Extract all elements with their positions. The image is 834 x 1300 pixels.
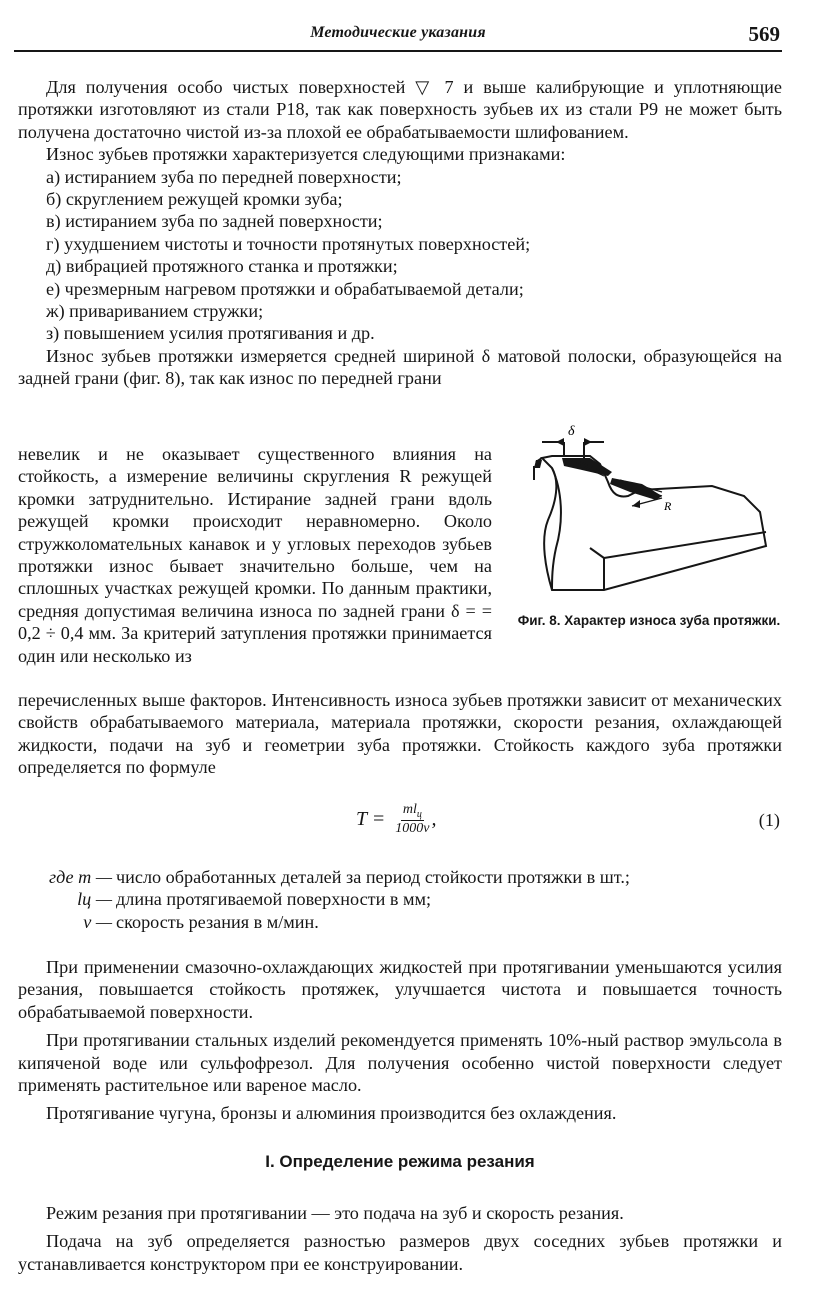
formula-numerator-text: ml bbox=[402, 802, 417, 817]
body-text-after-figure bbox=[18, 689, 782, 779]
list-item: е) чрезмерным нагревом протяжки и обрабатываемой детали; bbox=[46, 278, 524, 299]
list-item: б) скруглением режущей кромки зуба; bbox=[46, 189, 343, 210]
formula-row bbox=[18, 800, 782, 850]
paragraph-wear-signs: Износ зубьев протяжки характеризуется следующими признаками: bbox=[46, 144, 566, 165]
paragraph-wear-wrapped-text: невелик и не оказывает существенного влияния на стойкость, а измерение величины скругления R режущей кромки затруднительно. Истирание задней грани вдоль режущей кромки происходит неравномерно. Около стружколомательных канавок и у угловых переходов зубьев протяжки износ бывает значительно больше, чем на сплошных участках режущей кромки. По данным практики, средняя допустимая величина износа по задней грани δ = = 0,2 ÷ 0,4 мм. За критерий затупления протяжки принимается один или несколько из bbox=[18, 444, 492, 666]
paragraph-wear-measure: Износ зубьев протяжки измеряется средней шириной δ матовой полоски, образующейся на задней грани (фиг. 8), так как износ по передней грани bbox=[18, 345, 782, 389]
paragraph-steel: Для получения особо чистых поверхностей ▽ 7 и выше калибрующие и уплотняющие протяжки изготовляют из стали Р18, так как поверхность зубьев их из стали Р9 не может быть получена достаточно чистой из-за плохой ее обрабатываемости шлифованием. bbox=[18, 77, 782, 142]
figure-8 bbox=[512, 420, 786, 629]
definition-item bbox=[18, 888, 782, 910]
body-text-top bbox=[18, 76, 782, 390]
paragraph-feed: Подача на зуб определяется разностью размеров двух соседних зубьев протяжки и устанавливается конструктором при ее конструировании. bbox=[18, 1231, 782, 1274]
definition-symbol: v — bbox=[83, 911, 112, 932]
definition-text: длина протягиваемой поверхности в мм; bbox=[116, 889, 432, 910]
formula-lhs: T = bbox=[356, 807, 386, 830]
definition-text: скорость резания в м/мин. bbox=[116, 911, 319, 932]
wear-signs-list bbox=[18, 166, 782, 345]
equation-number: (1) bbox=[758, 810, 780, 830]
list-item: в) истиранием зуба по задней поверхности; bbox=[46, 211, 383, 232]
list-item: а) истиранием зуба по передней поверхности; bbox=[46, 166, 402, 187]
paragraph-no-cooling: Протягивание чугуна, бронзы и алюминия производится без охлаждения. bbox=[46, 1103, 617, 1124]
formula-1 bbox=[356, 802, 436, 837]
paragraph-cutting-mode: Режим резания при протягивании — это подача на зуб и скорость резания. bbox=[46, 1203, 624, 1223]
broach-tooth-wear-drawing bbox=[512, 420, 786, 608]
paragraph-coolant: При применении смазочно-охлаждающих жидкостей при протягивании уменьшаются усилия резания, повышается стойкость протяжек, улучшается чистота и повышается точность обрабатываемой поверхности. bbox=[18, 957, 782, 1022]
list-item: з) повышением усилия протягивания и др. bbox=[46, 323, 375, 344]
definition-symbol: где m — bbox=[49, 867, 112, 887]
figure-caption: Фиг. 8. Характер износа зуба протяжки. bbox=[517, 613, 781, 628]
page-number: 569 bbox=[748, 22, 780, 46]
formula-denominator: 1000v bbox=[395, 820, 430, 836]
formula-numerator bbox=[401, 802, 424, 821]
definition-item bbox=[18, 866, 782, 888]
definition-text: число обработанных деталей за период стойкости протяжки в шт.; bbox=[116, 867, 630, 887]
body-text-coolant bbox=[18, 956, 782, 1125]
formula-numerator-sub: ц bbox=[416, 808, 422, 820]
page-header bbox=[14, 16, 782, 52]
radius-label: R bbox=[664, 499, 672, 513]
list-item: д) вибрацией протяжного станка и протяжки; bbox=[46, 256, 398, 277]
paragraph-emulsion: При протягивании стальных изделий рекомендуется применять 10%-ный раствор эмульсола в кипяченой воде или сульфофрезол. Для получения особенно чистой поверхности следует применять растительное или вареное масло. bbox=[18, 1030, 782, 1096]
section-title: I. Определение режима резания bbox=[265, 1152, 535, 1171]
list-item: ж) привариванием стружки; bbox=[46, 301, 264, 322]
formula-definitions bbox=[18, 866, 782, 933]
body-text-section bbox=[18, 1202, 782, 1275]
list-item: г) ухудшением чистоты и точности протянутых поверхностей; bbox=[46, 233, 531, 254]
formula-fraction bbox=[393, 802, 431, 837]
paragraph-wear-wrapped bbox=[18, 443, 492, 667]
formula-trail: , bbox=[431, 807, 437, 830]
definition-symbol: lц — bbox=[77, 889, 112, 910]
definition-item bbox=[18, 911, 782, 933]
paragraph-wear-factors: перечисленных выше факторов. Интенсивность износа зубьев протяжки зависит от механических свойств обрабатываемого материала, материала протяжки, скорости резания, охлаждающей жидкости, подачи на зуб и геометрии зуба протяжки. Стойкость каждого зуба протяжки определяется по формуле bbox=[18, 690, 782, 778]
running-head: Методические указания bbox=[310, 24, 486, 41]
delta-label: δ bbox=[568, 424, 575, 439]
